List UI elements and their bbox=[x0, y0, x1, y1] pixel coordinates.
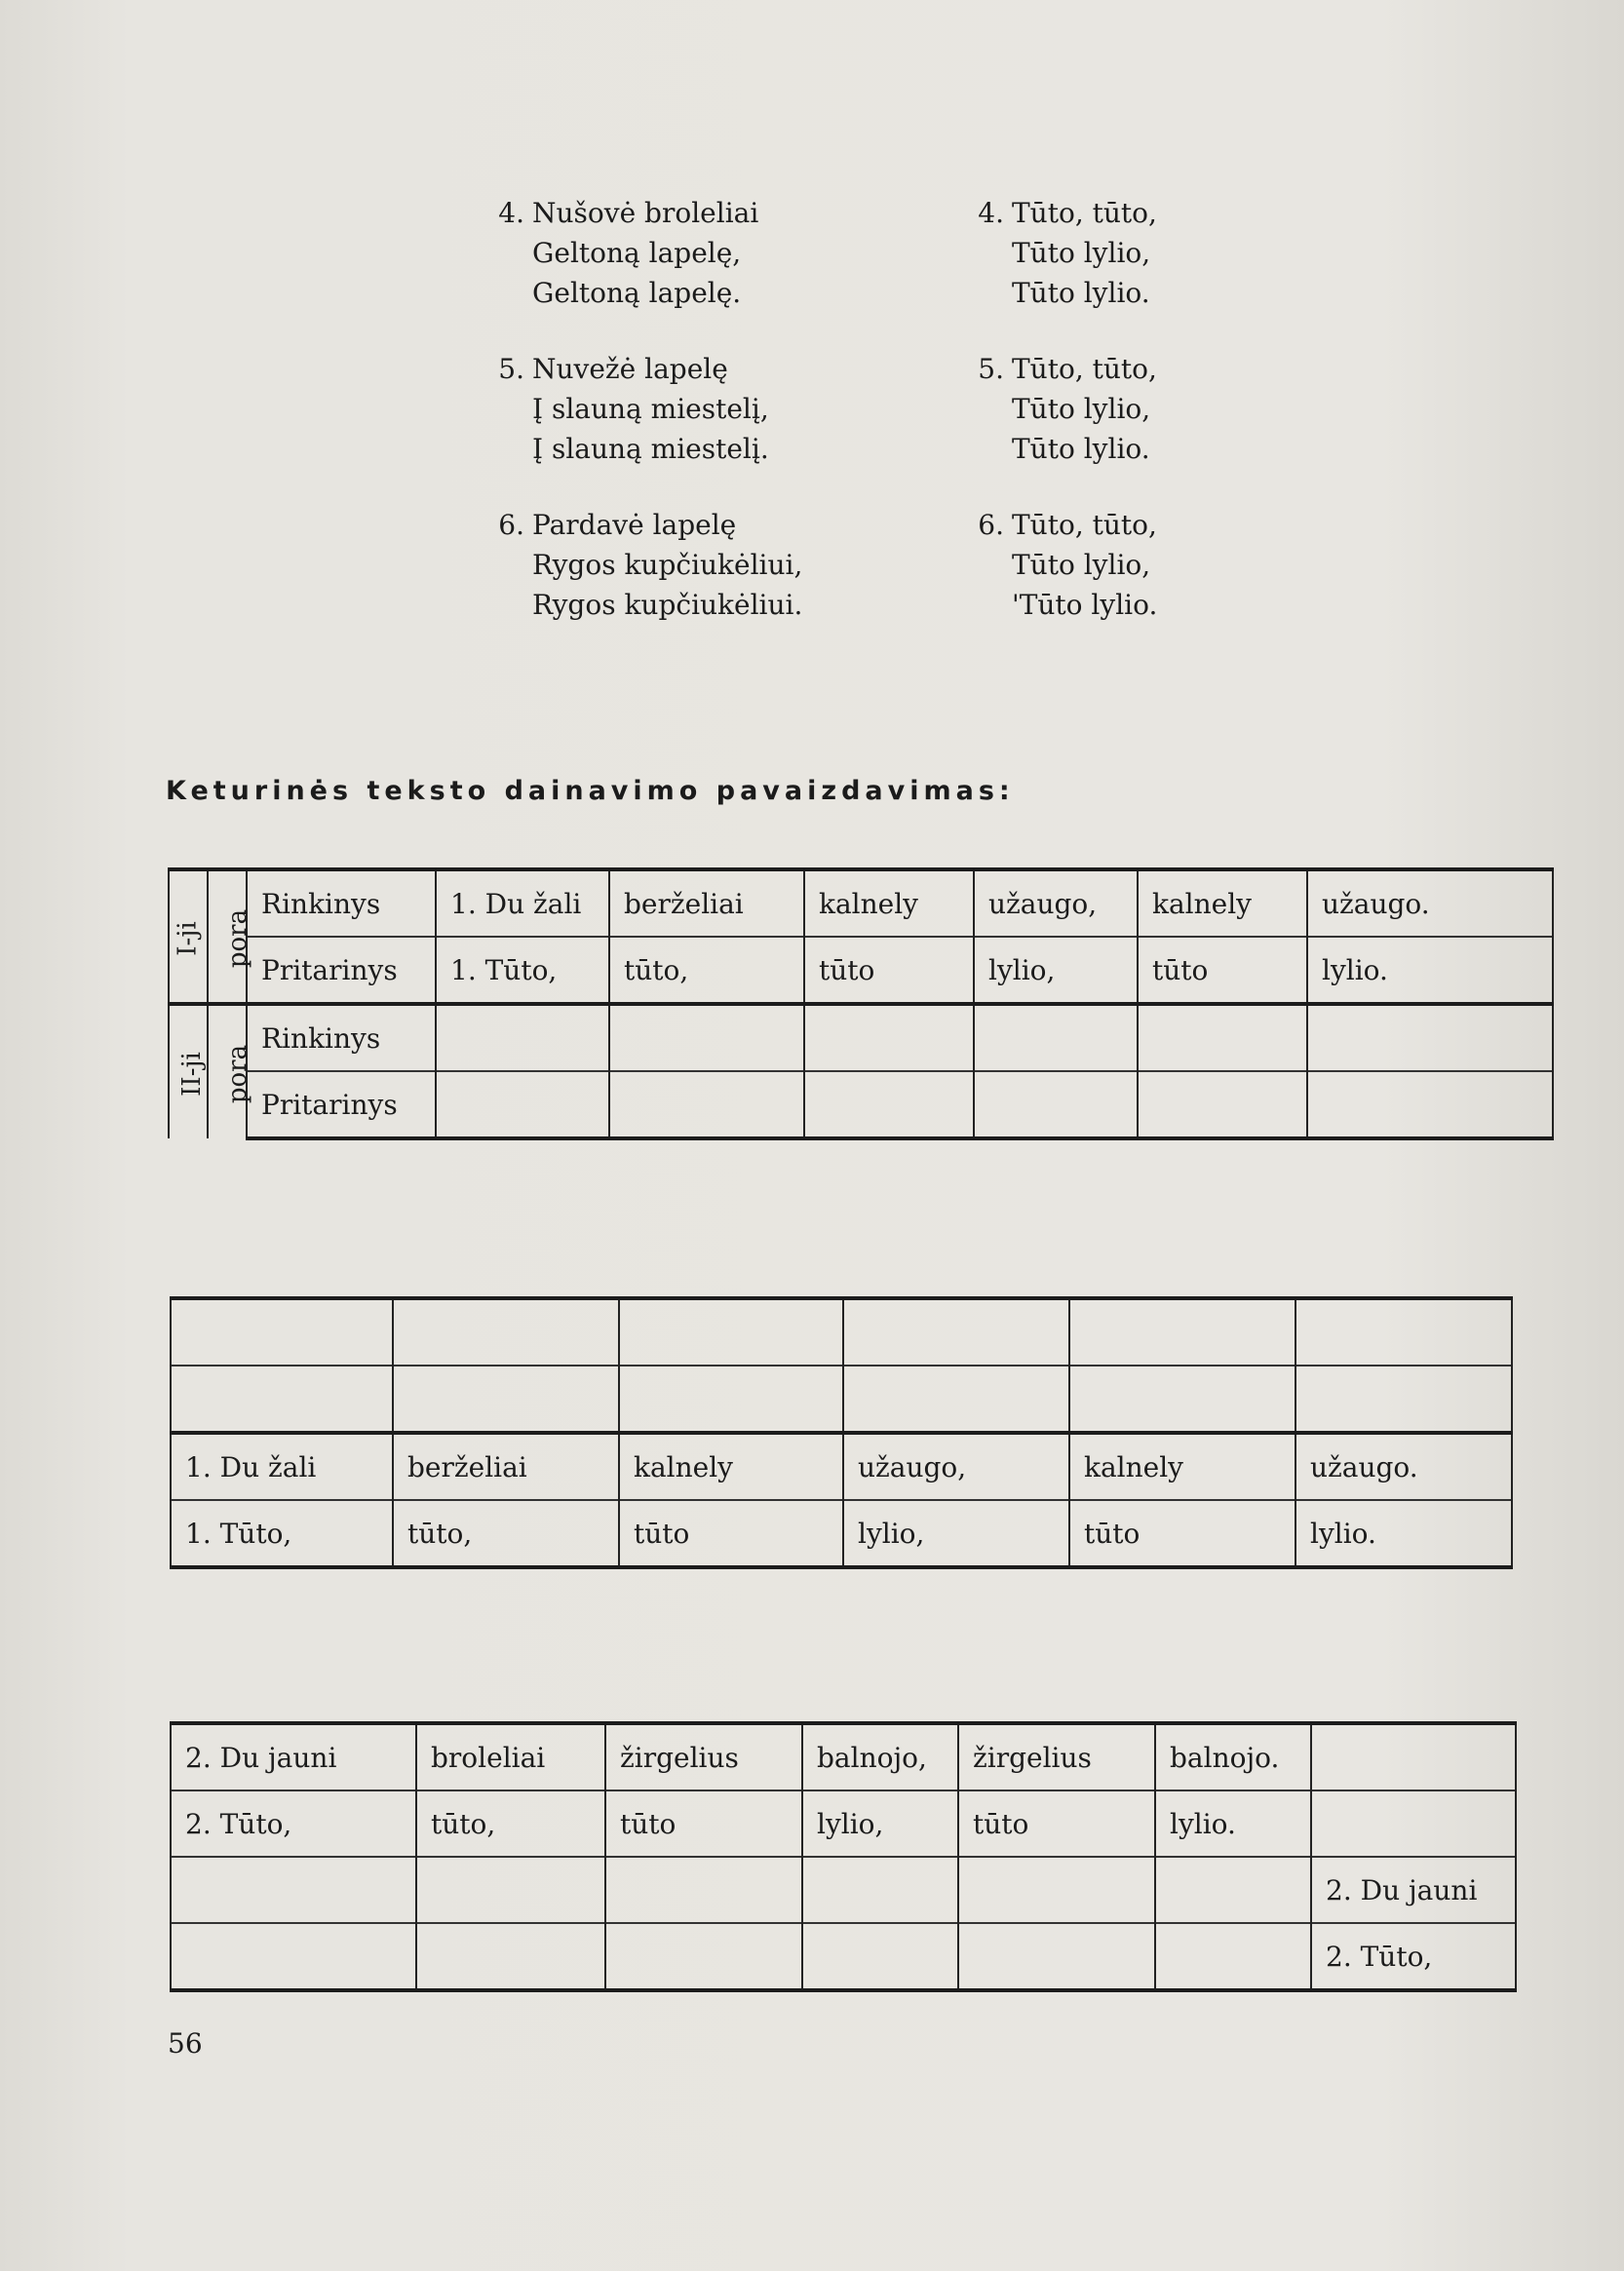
table-cell: tūto bbox=[958, 1790, 1155, 1857]
table-cell bbox=[1138, 1071, 1307, 1138]
table-cell: 1. Tūto, bbox=[171, 1500, 393, 1567]
verse-line: Tūto lylio, bbox=[1012, 549, 1151, 581]
table-cell bbox=[1311, 1723, 1516, 1790]
table-row bbox=[171, 1366, 1512, 1433]
table-cell bbox=[171, 1923, 416, 1990]
table-cell bbox=[974, 1071, 1138, 1138]
table-cell: tūto bbox=[1138, 937, 1307, 1004]
verse-number: 5. bbox=[978, 353, 1004, 385]
table-row bbox=[171, 1790, 1516, 1857]
table-cell: žirgelius bbox=[958, 1723, 1155, 1790]
table-row bbox=[169, 1071, 1553, 1138]
verse-line: Į slauną miestelį. bbox=[532, 433, 769, 465]
verse-line: Tūto lylio. bbox=[1012, 433, 1150, 465]
table-cell: 1. Du žali bbox=[171, 1433, 393, 1500]
table-cell bbox=[171, 1366, 393, 1433]
role-label: Pritarinys bbox=[247, 1071, 436, 1138]
table-cell: tūto, bbox=[609, 937, 804, 1004]
table-cell: žirgelius bbox=[605, 1723, 802, 1790]
singing-table-1 bbox=[168, 867, 1554, 1140]
table-cell: lylio, bbox=[802, 1790, 958, 1857]
table-row bbox=[171, 1723, 1516, 1790]
table-cell: berželiai bbox=[393, 1433, 619, 1500]
verse-5-left bbox=[487, 349, 769, 469]
table-cell: užaugo, bbox=[843, 1433, 1069, 1500]
table-cell bbox=[843, 1298, 1069, 1366]
verse-number: 6. bbox=[498, 509, 524, 541]
role-label: Rinkinys bbox=[247, 869, 436, 937]
table-cell: tūto, bbox=[393, 1500, 619, 1567]
verse-line: Tūto lylio. bbox=[1012, 277, 1150, 309]
table-cell bbox=[1307, 1071, 1553, 1138]
verse-line: Į slauną miestelį, bbox=[532, 393, 769, 425]
verse-4-left bbox=[487, 193, 758, 313]
table-cell bbox=[1307, 1004, 1553, 1071]
table-cell: tūto bbox=[804, 937, 974, 1004]
table-cell: berželiai bbox=[609, 869, 804, 937]
table-cell: lylio, bbox=[843, 1500, 1069, 1567]
table-cell bbox=[619, 1366, 843, 1433]
table-cell bbox=[393, 1298, 619, 1366]
table-cell bbox=[1069, 1298, 1295, 1366]
table-cell bbox=[958, 1923, 1155, 1990]
table-cell: lylio, bbox=[974, 937, 1138, 1004]
table-cell: užaugo. bbox=[1307, 869, 1553, 937]
table-cell bbox=[436, 1004, 609, 1071]
table-cell: tūto bbox=[605, 1790, 802, 1857]
verse-line: Tūto, tūto, bbox=[1012, 353, 1157, 385]
table-cell: tūto bbox=[619, 1500, 843, 1567]
table-cell: užaugo. bbox=[1295, 1433, 1512, 1500]
table-cell bbox=[393, 1366, 619, 1433]
verse-5-right bbox=[967, 349, 1157, 469]
verse-line: Geltoną lapelę. bbox=[532, 277, 742, 309]
role-label: Pritarinys bbox=[247, 937, 436, 1004]
section-heading: Keturinės teksto dainavimo pavaizdavimas: bbox=[166, 776, 1015, 806]
verse-line: Tūto lylio, bbox=[1012, 237, 1151, 269]
table-cell bbox=[958, 1857, 1155, 1923]
table-cell bbox=[974, 1004, 1138, 1071]
table-cell: lylio. bbox=[1307, 937, 1553, 1004]
table-cell bbox=[171, 1298, 393, 1366]
singing-table-2 bbox=[170, 1296, 1513, 1569]
verse-4-right bbox=[967, 193, 1157, 313]
table-cell bbox=[802, 1923, 958, 1990]
verse-line: Nušovė broleliai bbox=[532, 197, 759, 229]
table-cell bbox=[843, 1366, 1069, 1433]
table-row bbox=[171, 1298, 1512, 1366]
table-cell bbox=[1155, 1857, 1311, 1923]
table-cell: kalnely bbox=[804, 869, 974, 937]
table-cell bbox=[609, 1004, 804, 1071]
verse-line: Rygos kupčiukėliui. bbox=[532, 589, 803, 621]
table-cell bbox=[605, 1923, 802, 1990]
table-cell bbox=[1311, 1790, 1516, 1857]
table-cell: broleliai bbox=[416, 1723, 605, 1790]
table-cell bbox=[436, 1071, 609, 1138]
table-cell: 2. Tūto, bbox=[171, 1790, 416, 1857]
table-cell: kalnely bbox=[1069, 1433, 1295, 1500]
table-cell: lylio. bbox=[1155, 1790, 1311, 1857]
verse-line: Tūto lylio, bbox=[1012, 393, 1151, 425]
table-cell: 2. Du jauni bbox=[1311, 1857, 1516, 1923]
table-cell bbox=[804, 1071, 974, 1138]
table-row bbox=[169, 869, 1553, 937]
verse-line: Rygos kupčiukėliui, bbox=[532, 549, 803, 581]
table-cell bbox=[1155, 1923, 1311, 1990]
verse-number: 4. bbox=[498, 197, 524, 229]
verse-line: Pardavė lapelę bbox=[532, 509, 737, 541]
table-cell bbox=[416, 1857, 605, 1923]
table-cell bbox=[605, 1857, 802, 1923]
table-cell: tūto bbox=[1069, 1500, 1295, 1567]
verse-line: Tūto, tūto, bbox=[1012, 197, 1157, 229]
table-cell: užaugo, bbox=[974, 869, 1138, 937]
verse-line: 'Tūto lylio. bbox=[1012, 589, 1158, 621]
verse-number: 6. bbox=[978, 509, 1004, 541]
table-cell: balnojo, bbox=[802, 1723, 958, 1790]
page-number: 56 bbox=[168, 2027, 203, 2059]
verse-line: Nuvežė lapelę bbox=[532, 353, 728, 385]
verse-number: 4. bbox=[978, 197, 1004, 229]
table-cell bbox=[802, 1857, 958, 1923]
table-cell: balnojo. bbox=[1155, 1723, 1311, 1790]
table-cell bbox=[1069, 1366, 1295, 1433]
verse-6-right bbox=[967, 505, 1157, 625]
table-cell: kalnely bbox=[1138, 869, 1307, 937]
pair-sublabel: pora bbox=[208, 1004, 247, 1138]
table-cell: lylio. bbox=[1295, 1500, 1512, 1567]
table-cell bbox=[609, 1071, 804, 1138]
table-cell bbox=[1295, 1298, 1512, 1366]
table-cell: 1. Du žali bbox=[436, 869, 609, 937]
table-cell: 1. Tūto, bbox=[436, 937, 609, 1004]
verse-line: Geltoną lapelę, bbox=[532, 237, 742, 269]
table-cell bbox=[171, 1857, 416, 1923]
table-row bbox=[171, 1433, 1512, 1500]
table-row bbox=[171, 1923, 1516, 1990]
table-cell: kalnely bbox=[619, 1433, 843, 1500]
pair-sublabel: pora bbox=[208, 869, 247, 1004]
pair-label: II-ji bbox=[169, 1004, 208, 1138]
table-cell bbox=[619, 1298, 843, 1366]
role-label: Rinkinys bbox=[247, 1004, 436, 1071]
table-cell bbox=[1295, 1366, 1512, 1433]
table-cell: tūto, bbox=[416, 1790, 605, 1857]
table-cell bbox=[804, 1004, 974, 1071]
table-cell bbox=[416, 1923, 605, 1990]
table-row bbox=[169, 1004, 1553, 1071]
table-row bbox=[171, 1500, 1512, 1567]
table-row bbox=[169, 937, 1553, 1004]
singing-table-3 bbox=[170, 1721, 1517, 1992]
pair-label: I-ji bbox=[169, 869, 208, 1004]
verse-line: Tūto, tūto, bbox=[1012, 509, 1157, 541]
table-row bbox=[171, 1857, 1516, 1923]
verse-number: 5. bbox=[498, 353, 524, 385]
table-cell: 2. Du jauni bbox=[171, 1723, 416, 1790]
table-cell bbox=[1138, 1004, 1307, 1071]
verse-6-left bbox=[487, 505, 802, 625]
table-cell: 2. Tūto, bbox=[1311, 1923, 1516, 1990]
